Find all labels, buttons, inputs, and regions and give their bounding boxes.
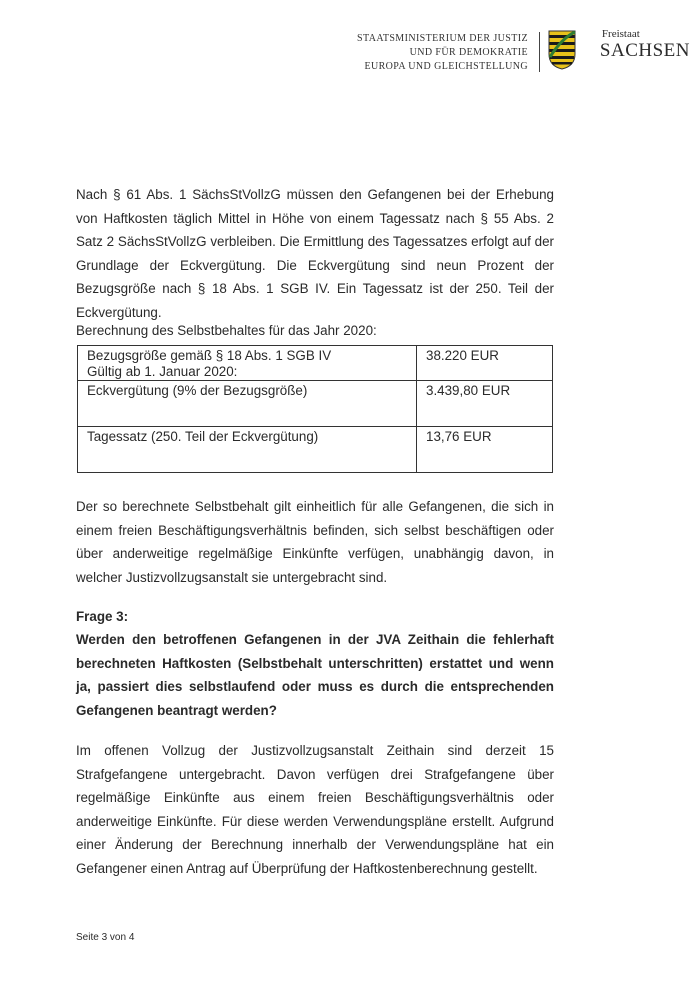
letterhead — [357, 28, 690, 74]
state-wordmark — [600, 28, 690, 62]
ministry-line-2: UND FÜR DEMOKRATIE — [409, 47, 528, 58]
ministry-line-1: STAATSMINISTERIUM DER JUSTIZ — [357, 33, 528, 44]
page-number: Seite 3 von 4 — [76, 932, 135, 943]
question-text: Werden den betroffenen Gefangenen in der JVA Zeithain die fehlerhaft berechneten Haftkosten (Selbstbehalt unterschritten) erstattet und wenn ja, passiert dies selbstlaufend oder muss es durch die entsprechenden Gefangenen beantragt werden? — [76, 632, 554, 718]
table-cell-value: 3.439,80 EUR — [417, 381, 553, 427]
table-row — [78, 381, 553, 427]
question-heading: Frage 3: — [76, 609, 129, 624]
ministry-line-3: EUROPA UND GLEICHSTELLUNG — [364, 61, 528, 72]
table-cell-label — [78, 346, 417, 381]
row-label: Bezugsgröße gemäß § 18 Abs. 1 SGB IV — [87, 348, 332, 363]
table-cell-label: Eckvergütung (9% der Bezugsgröße) — [78, 381, 417, 427]
intro-paragraph: Nach § 61 Abs. 1 SächsStVollzG müssen den Gefangenen bei der Erhebung von Haftkosten täglich Mittel in Höhe von einem Tagessatz nach § 55 Abs. 2 Satz 2 SächsStVollzG verbleiben. Die Ermittlung des Tagessatzes erfolgt auf der Grundlage der Eckvergütung. Die Eckvergütung sind neun Prozent der Bezugsgröße nach § 18 Abs. 1 SGB IV. Ein Tagessatz ist der 250. Teil der Eckvergütung. — [76, 187, 554, 320]
table-cell-value: 38.220 EUR — [417, 346, 553, 381]
saxony-crest-icon — [548, 30, 576, 70]
state-small-text: Freistaat — [601, 28, 640, 40]
table-cell-value: 13,76 EUR — [417, 427, 553, 473]
table-cell-label: Tagessatz (250. Teil der Eckvergütung) — [78, 427, 417, 473]
calculation-table — [77, 345, 553, 473]
row-label-line2: Gültig ab 1. Januar 2020: — [87, 364, 238, 379]
state-big-text: SACHSEN — [599, 40, 690, 61]
answer-paragraph: Im offenen Vollzug der Justizvollzugsanstalt Zeithain sind derzeit 15 Strafgefangene untergebracht. Davon verfügen drei Strafgefangene über regelmäßige Einkünfte aus einem freien Beschäftigungsverhältnis oder anderweitige Einkünfte. Für diese werden Verwendungspläne erstellt. Aufgrund einer Änderung der Berechnung innerhalb der Verwendungspläne hat ein Gefangener einen Antrag auf Überprüfung der Haftkostenberechnung gestellt. — [76, 743, 554, 876]
paragraph-2: Der so berechnete Selbstbehalt gilt einheitlich für alle Gefangenen, die sich in einem freien Beschäftigungsverhältnis befinden, sich selbst beschäftigen oder über anderweitige regelmäßige Einkünfte verfügen, unabhängig davon, in welcher Justizvollzugsanstalt sie untergebracht sind. — [76, 499, 554, 585]
table-row — [78, 427, 553, 473]
ministry-name — [357, 32, 528, 74]
table-row — [78, 346, 553, 381]
header-divider — [539, 32, 540, 72]
table-caption: Berechnung des Selbstbehaltes für das Jahr 2020: — [76, 323, 377, 338]
